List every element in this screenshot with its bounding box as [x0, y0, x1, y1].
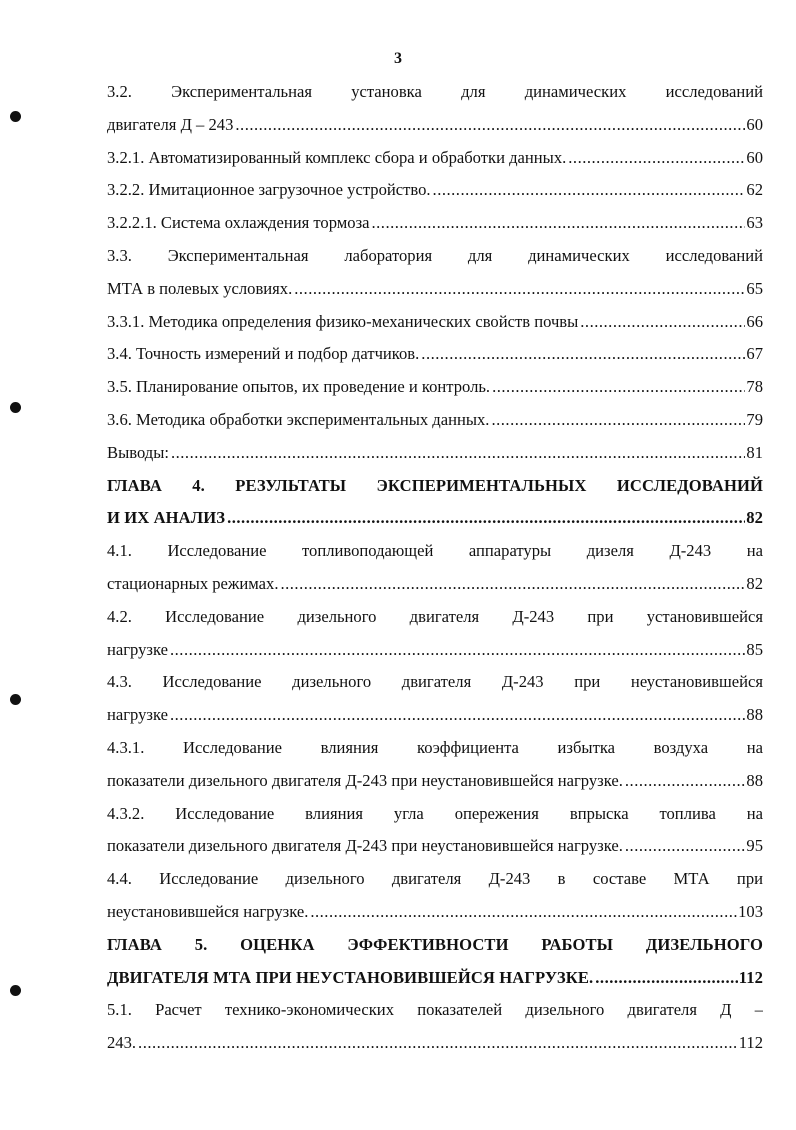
toc-page-number: 82: [746, 508, 763, 528]
toc-entry-title: 243.: [107, 1033, 137, 1053]
dot-leader: [433, 174, 746, 207]
toc-entry[interactable]: [107, 306, 763, 339]
toc-entry-leader-line: [107, 1027, 763, 1060]
toc-entry[interactable]: [107, 470, 763, 536]
toc-entry-leader-line: [107, 273, 763, 306]
toc-entry-title-line: ГЛАВА 5. ОЦЕНКА ЭФФЕКТИВНОСТИ РАБОТЫ ДИЗЕЛЬНОГО: [107, 934, 763, 954]
dot-leader: [421, 338, 745, 371]
toc-entry-leader-line: [107, 174, 763, 207]
toc-entry-title-line: 4.3.2. Исследование влияния угла опережения впрыска топлива на: [107, 803, 763, 823]
toc-entry[interactable]: [107, 338, 763, 371]
dot-leader: [294, 273, 745, 306]
toc-entry[interactable]: [107, 601, 763, 667]
toc-page-number: 112: [738, 1033, 763, 1053]
dot-leader: [625, 765, 746, 798]
binding-hole-mark: [10, 111, 21, 122]
toc-entry-leader-line: [107, 765, 763, 798]
toc-entry[interactable]: [107, 371, 763, 404]
toc-entry-title-line: 4.1. Исследование топливоподающей аппаратуры дизеля Д-243 на: [107, 541, 763, 561]
toc-page-number: 65: [746, 278, 763, 298]
toc-entry[interactable]: [107, 732, 763, 798]
toc-entry-title: 3.2.1. Автоматизированный комплекс сбора и обработки данных.: [107, 147, 567, 167]
dot-leader: [170, 634, 745, 667]
toc-page-number: 78: [746, 377, 763, 397]
toc-page-number: 60: [746, 114, 763, 134]
toc-entry-title: 3.2.2. Имитационное загрузочное устройство.: [107, 180, 431, 200]
toc-entry-leader-line: [107, 896, 763, 929]
toc-page-number: 88: [746, 770, 763, 790]
toc-entry-leader-line: [107, 371, 763, 404]
toc-entry-title-line: 4.4. Исследование дизельного двигателя Д-243 в составе МТА при: [107, 869, 763, 889]
toc-entry-leader-line: [107, 306, 763, 339]
toc-entry-leader-line: [107, 568, 763, 601]
toc-entry-title: стационарных режимах.: [107, 573, 279, 593]
toc-page-number: 88: [746, 705, 763, 725]
toc-page-number: 81: [746, 442, 763, 462]
toc-entry[interactable]: [107, 666, 763, 732]
toc-entry-title-line: 5.1. Расчет технико-экономических показателей дизельного двигателя Д –: [107, 1000, 763, 1020]
binding-hole-mark: [10, 694, 21, 705]
toc-entry[interactable]: [107, 174, 763, 207]
toc-entry-leader-line: [107, 699, 763, 732]
toc-page-number: 85: [746, 639, 763, 659]
toc-entry-leader-line: [107, 502, 763, 535]
dot-leader: [138, 1027, 738, 1060]
toc-entry-title-line: ГЛАВА 4. РЕЗУЛЬТАТЫ ЭКСПЕРИМЕНТАЛЬНЫХ ИССЛЕДОВАНИЙ: [107, 475, 763, 495]
toc-entry-leader-line: [107, 109, 763, 142]
toc-entry-title: неустановившейся нагрузке.: [107, 901, 309, 921]
toc-entry-title: 3.4. Точность измерений и подбор датчиков.: [107, 344, 420, 364]
toc-page-number: 103: [738, 901, 763, 921]
dot-leader: [568, 142, 745, 175]
toc-entry-title: нагрузке: [107, 705, 168, 725]
toc-entry-title: 3.5. Планирование опытов, их проведение и контроль.: [107, 377, 491, 397]
toc-entry-leader-line: [107, 437, 763, 470]
dot-leader: [235, 109, 745, 142]
toc-entry-leader-line: [107, 962, 763, 995]
toc-entry-title: двигателя Д – 243: [107, 114, 234, 134]
toc-entry[interactable]: [107, 76, 763, 142]
toc-entry-title: показатели дизельного двигателя Д-243 при неустановившейся нагрузке.: [107, 770, 623, 790]
binding-hole-mark: [10, 985, 21, 996]
toc-entry[interactable]: [107, 863, 763, 929]
toc-entry[interactable]: [107, 142, 763, 175]
toc-entry-title: нагрузке: [107, 639, 168, 659]
toc-entry-leader-line: [107, 207, 763, 240]
toc-page-number: 63: [746, 213, 763, 233]
toc-page-number: 62: [746, 180, 763, 200]
toc-page-number: 82: [746, 573, 763, 593]
dot-leader: [625, 830, 746, 863]
toc-entry-leader-line: [107, 404, 763, 437]
toc-entry[interactable]: [107, 994, 763, 1060]
toc-entry[interactable]: [107, 798, 763, 864]
page-number: 3: [394, 50, 402, 67]
dot-leader: [491, 404, 745, 437]
toc-entry-title: И ИХ АНАЛИЗ: [107, 508, 226, 528]
toc-entry-title-line: 3.3. Экспериментальная лаборатория для динамических исследований: [107, 245, 763, 265]
toc-entry-title-line: 4.2. Исследование дизельного двигателя Д-243 при установившейся: [107, 606, 763, 626]
table-of-contents: [107, 76, 763, 1060]
toc-entry-title-line: 3.2. Экспериментальная установка для динамических исследований: [107, 82, 763, 101]
toc-entry[interactable]: [107, 929, 763, 995]
dot-leader: [310, 896, 737, 929]
toc-entry-title: 3.2.2.1. Система охлаждения тормоза: [107, 213, 370, 233]
toc-page-number: 95: [746, 836, 763, 856]
toc-entry-title: показатели дизельного двигателя Д-243 при неустановившейся нагрузке.: [107, 836, 623, 856]
dot-leader: [170, 699, 745, 732]
toc-entry[interactable]: [107, 535, 763, 601]
toc-entry[interactable]: [107, 404, 763, 437]
dot-leader: [280, 568, 745, 601]
toc-entry-title: ДВИГАТЕЛЯ МТА ПРИ НЕУСТАНОВИВШЕЙСЯ НАГРУЗКЕ.: [107, 967, 594, 987]
toc-page-number: 67: [746, 344, 763, 364]
toc-entry[interactable]: [107, 437, 763, 470]
toc-page-number: 60: [746, 147, 763, 167]
dot-leader: [227, 502, 745, 535]
toc-entry[interactable]: [107, 207, 763, 240]
toc-page-number: 79: [746, 409, 763, 429]
toc-entry-leader-line: [107, 142, 763, 175]
toc-entry-title: 3.6. Методика обработки экспериментальных данных.: [107, 409, 490, 429]
toc-entry-leader-line: [107, 830, 763, 863]
dot-leader: [171, 437, 745, 470]
dot-leader: [595, 962, 737, 995]
toc-entry-title-line: 4.3. Исследование дизельного двигателя Д-243 при неустановившейся: [107, 672, 763, 692]
dot-leader: [580, 306, 745, 339]
toc-entry-leader-line: [107, 634, 763, 667]
binding-hole-mark: [10, 402, 21, 413]
toc-entry-title: 3.3.1. Методика определения физико-механических свойств почвы: [107, 311, 579, 331]
toc-page-number: 66: [746, 311, 763, 331]
dot-leader: [372, 207, 746, 240]
toc-page-number: 112: [738, 967, 763, 987]
toc-entry-title-line: 4.3.1. Исследование влияния коэффициента избытка воздуха на: [107, 737, 763, 757]
dot-leader: [492, 371, 745, 404]
toc-entry-title: МТА в полевых условиях.: [107, 278, 293, 298]
toc-entry-leader-line: [107, 338, 763, 371]
toc-entry-title: Выводы:: [107, 442, 169, 462]
toc-entry[interactable]: [107, 240, 763, 306]
